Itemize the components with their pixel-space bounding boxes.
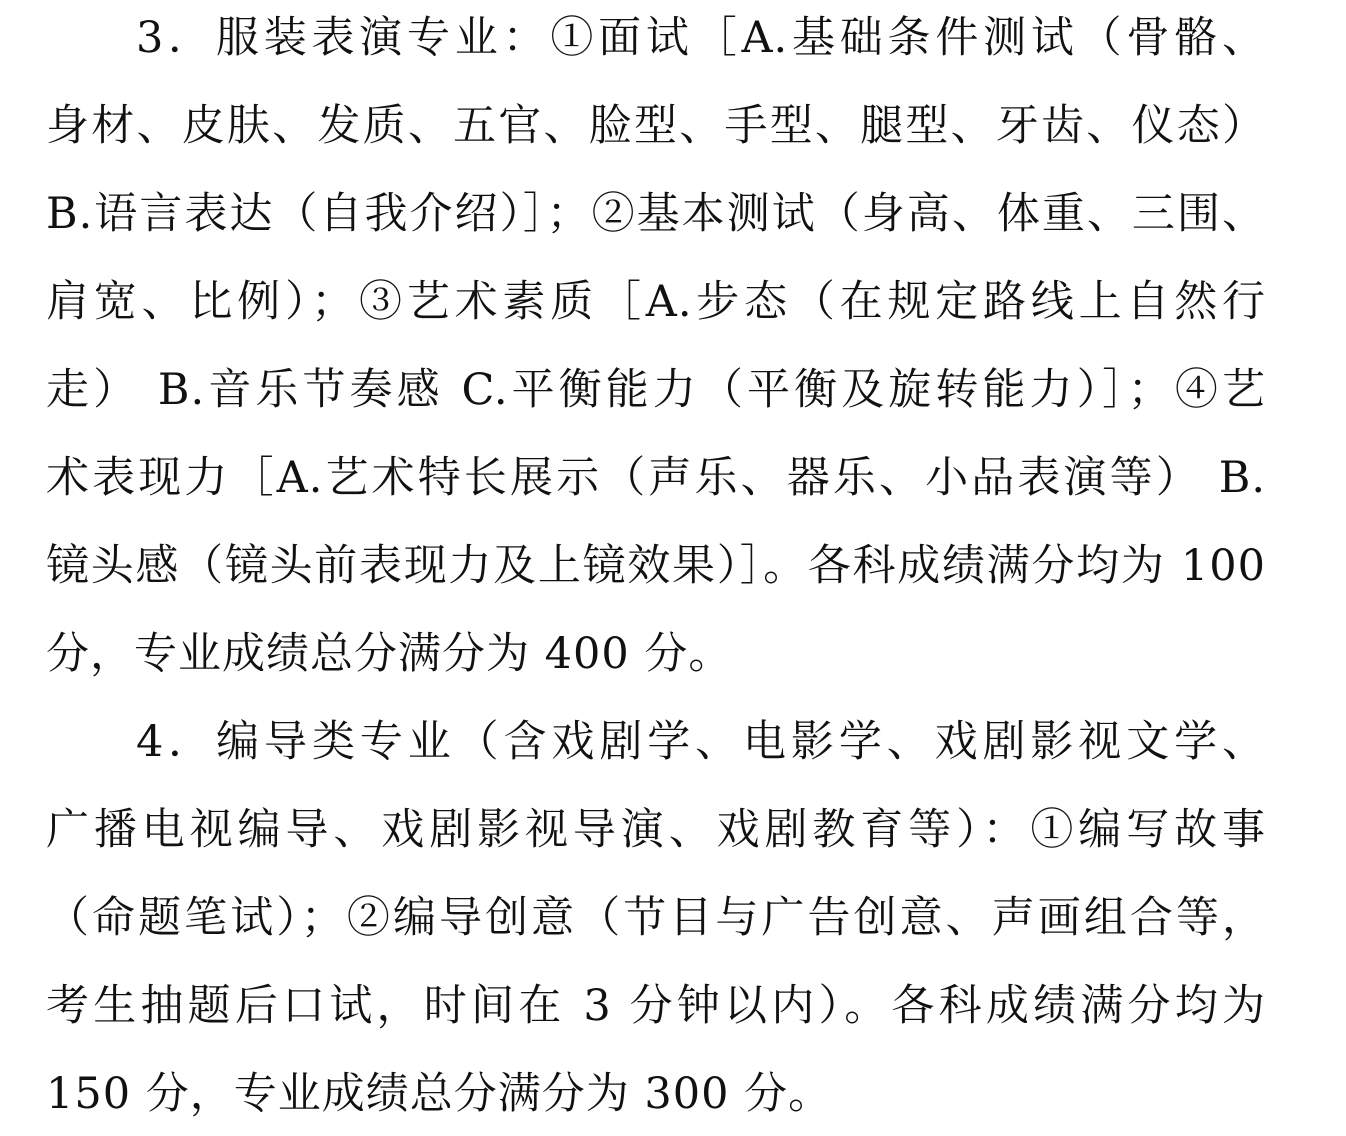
text-line: B.语言表达（自我介绍）］；②基本测试（身高、体重、三围、 xyxy=(46,189,1266,239)
text-line: 广播电视编导、戏剧影视导演、戏剧教育等）：①编写故事 xyxy=(46,805,1266,855)
text-line: 身材、皮肤、发质、五官、脸型、手型、腿型、牙齿、仪态） xyxy=(46,101,1266,151)
text-line: 镜头感（镜头前表现力及上镜效果）］。各科成绩满分均为 100 xyxy=(46,541,1266,591)
text-line: 150 分，专业成绩总分满分为 300 分。 xyxy=(46,1069,833,1119)
text-line: 肩宽、比例）；③艺术素质［A.步态（在规定路线上自然行 xyxy=(46,277,1266,327)
text-line: （命题笔试）；②编导创意（节目与广告创意、声画组合等， xyxy=(46,893,1266,943)
text-line: 3．服装表演专业：①面试［A.基础条件测试（骨骼、 xyxy=(136,13,1266,63)
text-line: 4．编导类专业（含戏剧学、电影学、戏剧影视文学、 xyxy=(136,717,1266,767)
text-line: 考生抽题后口试，时间在 3 分钟以内）。各科成绩满分均为 xyxy=(46,981,1266,1031)
text-line: 走） B.音乐节奏感 C.平衡能力（平衡及旋转能力）］；④艺 xyxy=(46,365,1266,415)
text-line: 术表现力［A.艺术特长展示（声乐、器乐、小品表演等） B. xyxy=(46,453,1266,503)
text-line: 分，专业成绩总分满分为 400 分。 xyxy=(46,629,733,679)
